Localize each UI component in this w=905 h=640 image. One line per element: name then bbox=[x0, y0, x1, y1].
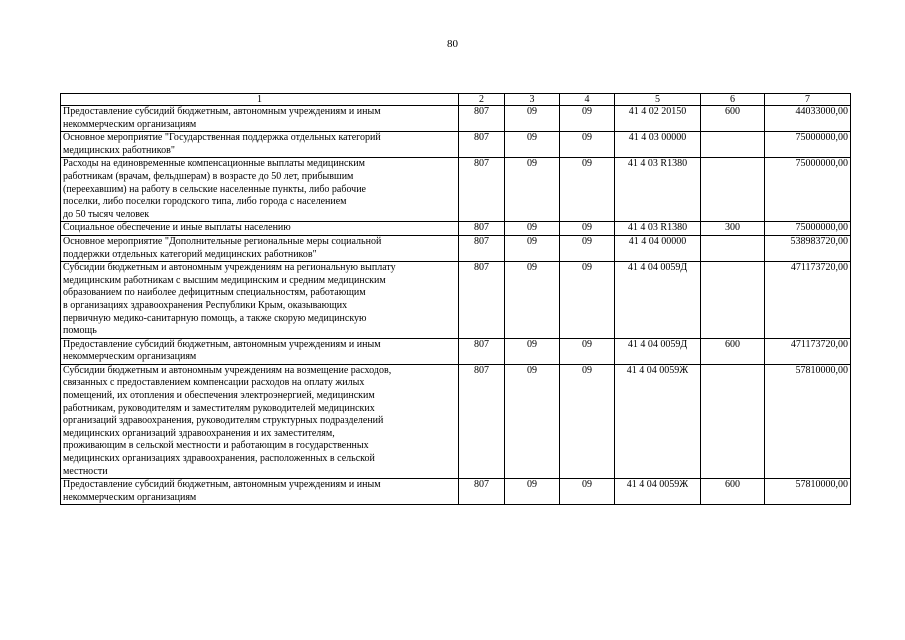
table-row bbox=[61, 262, 851, 339]
column-header-1: 1 bbox=[61, 94, 459, 106]
row-amount: 57810000,00 bbox=[765, 479, 851, 505]
column-header-3: 3 bbox=[505, 94, 560, 106]
table-row bbox=[61, 479, 851, 505]
budget-table bbox=[60, 93, 851, 505]
row-section-code: 09 bbox=[505, 338, 560, 364]
row-target-article: 41 4 04 0059Ж bbox=[615, 364, 701, 478]
row-amount: 471173720,00 bbox=[765, 338, 851, 364]
row-description: Предоставление субсидий бюджетным, автономным учреждениям и иным некоммерческим организациям bbox=[61, 106, 459, 132]
row-target-article: 41 4 04 0059Д bbox=[615, 262, 701, 339]
row-description: Основное мероприятие "Государственная поддержка отдельных категорий медицинских работников" bbox=[61, 132, 459, 158]
row-amount: 75000000,00 bbox=[765, 132, 851, 158]
row-expense-type: 600 bbox=[701, 338, 765, 364]
row-subsection-code: 09 bbox=[560, 158, 615, 222]
row-amount: 75000000,00 bbox=[765, 222, 851, 236]
row-description: Расходы на единовременные компенсационные выплаты медицинским работникам (врачам, фельдшерам) в возрасте до 50 лет, прибывшим (переехавшим) на работу в сельские населенные пункты, либо рабочие поселки, либо поселки городского типа, либо города с населением до 50 тысяч человек bbox=[61, 158, 459, 222]
column-number-row bbox=[61, 94, 851, 106]
row-expense-type bbox=[701, 262, 765, 339]
row-amount: 44033000,00 bbox=[765, 106, 851, 132]
row-subsection-code: 09 bbox=[560, 132, 615, 158]
row-expense-type bbox=[701, 364, 765, 478]
column-header-4: 4 bbox=[560, 94, 615, 106]
row-section-code: 09 bbox=[505, 222, 560, 236]
row-subsection-code: 09 bbox=[560, 235, 615, 261]
row-description: Предоставление субсидий бюджетным, автономным учреждениям и иным некоммерческим организациям bbox=[61, 479, 459, 505]
row-description: Субсидии бюджетным и автономным учреждениям на возмещение расходов, связанных с предоставлением компенсации расходов на оплату жилых помещений, их отопления и обеспечения электроэнергией, медицинским работникам, руководителям и заместителям руководителей медицинских организаций здравоохранения, руководителям структурных подразделений медицинских организаций здравоохранения и их заместителям, проживающим в сельской местности и работающим в государственных медицинских организациях здравоохранения, расположенных в сельской местности bbox=[61, 364, 459, 478]
row-ministry-code: 807 bbox=[459, 132, 505, 158]
row-description: Основное мероприятие "Дополнительные региональные меры социальной поддержки отдельных категорий медицинских работников" bbox=[61, 235, 459, 261]
row-ministry-code: 807 bbox=[459, 222, 505, 236]
row-amount: 75000000,00 bbox=[765, 158, 851, 222]
row-section-code: 09 bbox=[505, 106, 560, 132]
column-header-5: 5 bbox=[615, 94, 701, 106]
row-target-article: 41 4 03 R1380 bbox=[615, 222, 701, 236]
row-expense-type: 300 bbox=[701, 222, 765, 236]
row-target-article: 41 4 04 0059Д bbox=[615, 338, 701, 364]
table-row bbox=[61, 235, 851, 261]
row-section-code: 09 bbox=[505, 158, 560, 222]
row-subsection-code: 09 bbox=[560, 222, 615, 236]
row-description: Предоставление субсидий бюджетным, автономным учреждениям и иным некоммерческим организациям bbox=[61, 338, 459, 364]
row-subsection-code: 09 bbox=[560, 262, 615, 339]
row-ministry-code: 807 bbox=[459, 158, 505, 222]
row-description: Социальное обеспечение и иные выплаты населению bbox=[61, 222, 459, 236]
page-number: 80 bbox=[447, 38, 458, 50]
row-target-article: 41 4 03 R1380 bbox=[615, 158, 701, 222]
row-target-article: 41 4 02 20150 bbox=[615, 106, 701, 132]
row-description: Субсидии бюджетным и автономным учреждениям на региональную выплату медицинским работникам с высшим медицинским и средним медицинским образованием по наиболее дефицитным специальностям, работающим в организациях здравоохранения Республики Крым, оказывающих первичную медико-санитарную помощь, а также скорую медицинскую помощь bbox=[61, 262, 459, 339]
row-section-code: 09 bbox=[505, 132, 560, 158]
row-ministry-code: 807 bbox=[459, 106, 505, 132]
row-section-code: 09 bbox=[505, 235, 560, 261]
row-amount: 538983720,00 bbox=[765, 235, 851, 261]
table-row bbox=[61, 364, 851, 478]
row-expense-type bbox=[701, 158, 765, 222]
table-row bbox=[61, 158, 851, 222]
row-section-code: 09 bbox=[505, 262, 560, 339]
table-row bbox=[61, 106, 851, 132]
column-header-6: 6 bbox=[701, 94, 765, 106]
row-expense-type: 600 bbox=[701, 106, 765, 132]
table-row bbox=[61, 338, 851, 364]
column-header-7: 7 bbox=[765, 94, 851, 106]
row-ministry-code: 807 bbox=[459, 262, 505, 339]
row-ministry-code: 807 bbox=[459, 338, 505, 364]
row-expense-type: 600 bbox=[701, 479, 765, 505]
row-target-article: 41 4 04 00000 bbox=[615, 235, 701, 261]
table-row bbox=[61, 132, 851, 158]
row-expense-type bbox=[701, 132, 765, 158]
row-subsection-code: 09 bbox=[560, 364, 615, 478]
row-amount: 471173720,00 bbox=[765, 262, 851, 339]
row-subsection-code: 09 bbox=[560, 106, 615, 132]
column-header-2: 2 bbox=[459, 94, 505, 106]
row-section-code: 09 bbox=[505, 364, 560, 478]
row-ministry-code: 807 bbox=[459, 364, 505, 478]
row-ministry-code: 807 bbox=[459, 479, 505, 505]
row-subsection-code: 09 bbox=[560, 479, 615, 505]
row-ministry-code: 807 bbox=[459, 235, 505, 261]
row-target-article: 41 4 04 0059Ж bbox=[615, 479, 701, 505]
row-expense-type bbox=[701, 235, 765, 261]
row-amount: 57810000,00 bbox=[765, 364, 851, 478]
row-target-article: 41 4 03 00000 bbox=[615, 132, 701, 158]
row-subsection-code: 09 bbox=[560, 338, 615, 364]
table-row bbox=[61, 222, 851, 236]
row-section-code: 09 bbox=[505, 479, 560, 505]
